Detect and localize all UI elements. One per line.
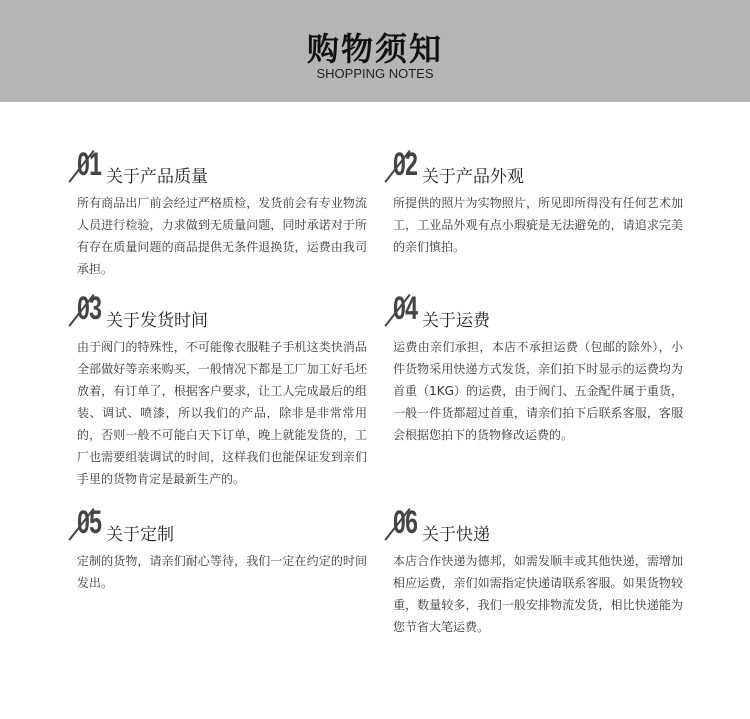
section-shipping-time <box>77 292 367 490</box>
section-heading <box>77 148 367 188</box>
section-number: 03 <box>77 290 102 326</box>
section-text: 所提供的照片为实物照片，所见即所得没有任何艺术加工，工业品外观有点小瑕疵是无法避免的，请追求完美的亲们慎拍。 <box>393 196 683 254</box>
section-title: 关于发货时间 <box>106 311 208 331</box>
section-title: 关于定制 <box>106 525 174 545</box>
section-heading <box>77 506 367 546</box>
section-product-appearance <box>393 148 683 258</box>
section-number: 04 <box>393 290 418 326</box>
section-text: 所有商品出厂前会经过严格质检，发货前会有专业物流人员进行检验，力求做到无质量问题，同时承诺对于所有存在质量问题的商品提供无条件退换货，运费由我司承担。 <box>77 196 367 276</box>
section-text: 本店合作快递为德邦，如需发顺丰或其他快递，需增加相应运费，亲们如需指定快递请联系客服。如果货物较重，数量较多，我们一般安排物流发货，相比快递能为您节省大笔运费。 <box>393 554 683 634</box>
section-text: 运费由亲们承担，本店不承担运费（包邮的除外），小件货物采用快递方式发货，亲们拍下时显示的运费均为首重（1KG）的运费，由于阀门、五金配件属于重货，一般一件货都超过首重，请亲们拍下后联系客服，客服会根据您拍下的货物修改运费的。 <box>393 340 683 442</box>
page-title: 购物须知 <box>306 30 443 68</box>
section-product-quality <box>77 148 367 280</box>
section-heading <box>393 148 683 188</box>
section-heading <box>77 292 367 332</box>
section-courier <box>393 506 683 638</box>
section-customization <box>77 506 367 594</box>
section-title: 关于运费 <box>422 311 490 331</box>
section-title: 关于产品质量 <box>106 167 208 187</box>
section-text: 定制的货物，请亲们耐心等待，我们一定在约定的时间发出。 <box>77 554 367 590</box>
section-number: 05 <box>77 504 102 540</box>
section-title: 关于产品外观 <box>422 167 524 187</box>
section-shipping-fee <box>393 292 683 446</box>
section-heading <box>393 292 683 332</box>
section-heading <box>393 506 683 546</box>
section-title: 关于快递 <box>422 525 490 545</box>
header-banner <box>0 0 750 102</box>
section-number: 06 <box>393 504 418 540</box>
page-subtitle: SHOPPING NOTES <box>316 66 434 81</box>
section-number: 02 <box>393 146 418 182</box>
section-number: 01 <box>77 146 102 182</box>
section-text: 由于阀门的特殊性，不可能像衣服鞋子手机这类快消品全部做好等亲来购买，一般情况下都是工厂加工好毛坯放着，有订单了，根据客户要求，让工人完成最后的组装、调试、喷漆，所以我们的产品，除非是非常常用的，否则一般不可能白天下订单，晚上就能发货的，工厂也需要组装调试的时间，这样我们也能保证发到亲们手里的货物肯定是最新生产的。 <box>77 340 367 486</box>
